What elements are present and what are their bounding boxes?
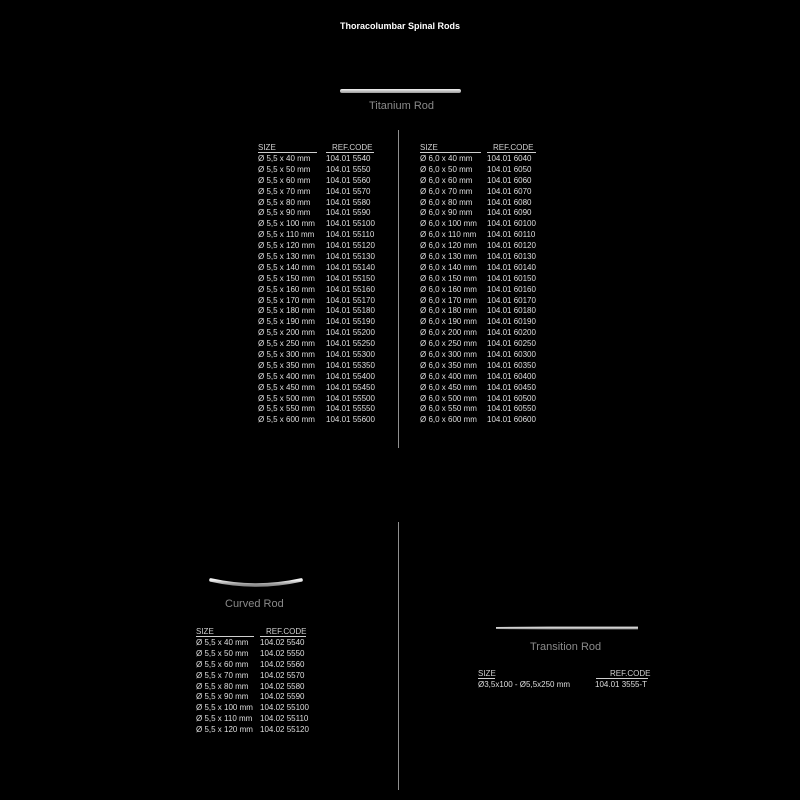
ref-header-underline — [487, 152, 536, 153]
ref-cell: 104.02 5590 — [260, 692, 305, 702]
table-row — [420, 208, 560, 219]
size-cell: Ø 6,0 x 40 mm — [420, 154, 473, 163]
table-header — [258, 143, 398, 154]
size-cell: Ø 5,5 x 190 mm — [258, 317, 315, 327]
size-cell: Ø 6,0 x 100 mm — [420, 219, 477, 229]
size-cell: Ø 5,5 x 140 mm — [258, 262, 315, 272]
table-row — [258, 198, 398, 209]
size-cell: Ø 6,0 x 150 mm — [420, 273, 477, 283]
size-header: SIZE — [478, 669, 496, 678]
size-cell: Ø 5,5 x 100 mm — [258, 219, 315, 229]
size-cell: Ø 6,0 x 140 mm — [420, 262, 477, 272]
table-row — [258, 219, 398, 230]
ref-cell: 104.01 55600 — [326, 415, 375, 425]
table-row — [258, 285, 398, 296]
ref-cell: 104.01 60160 — [487, 284, 536, 294]
table-row — [420, 154, 560, 165]
ref-cell: 104.02 5580 — [260, 681, 305, 691]
size-cell: Ø 5,5 x 550 mm — [258, 404, 315, 414]
ref-cell: 104.01 55130 — [326, 252, 375, 262]
table-row — [420, 296, 560, 307]
ref-cell: 104.01 55160 — [326, 284, 375, 294]
table-row — [258, 339, 398, 350]
size-cell: Ø 5,5 x 600 mm — [258, 415, 315, 425]
table-row — [258, 274, 398, 285]
size-cell: Ø 5,5 x 80 mm — [196, 681, 249, 691]
size-cell: Ø 5,5 x 250 mm — [258, 339, 315, 349]
size-cell: Ø 6,0 x 70 mm — [420, 186, 473, 196]
size-cell: Ø 5,5 x 400 mm — [258, 371, 315, 381]
table-row — [420, 274, 560, 285]
size-cell: Ø 6,0 x 190 mm — [420, 317, 477, 327]
size-cell: Ø 6,0 x 130 mm — [420, 252, 477, 262]
ref-cell: 104.01 60180 — [487, 306, 536, 316]
table-row — [258, 187, 398, 198]
table-header — [420, 143, 560, 154]
ref-header-underline — [326, 152, 374, 153]
size-cell: Ø 6,0 x 550 mm — [420, 404, 477, 414]
ref-cell: 104.01 60250 — [487, 339, 536, 349]
ref-cell: 104.01 55400 — [326, 371, 375, 381]
table-row — [420, 361, 560, 372]
table-row — [420, 285, 560, 296]
ref-cell: 104.01 3555-T — [595, 680, 648, 689]
titanium-rod-image — [340, 89, 461, 93]
ref-cell: 104.02 5570 — [260, 670, 305, 680]
table-row — [196, 682, 326, 693]
ref-cell: 104.01 60350 — [487, 360, 536, 370]
table-row — [258, 154, 398, 165]
table-row — [196, 660, 326, 671]
ref-cell: 104.01 60140 — [487, 262, 536, 272]
size-cell: Ø 5,5 x 200 mm — [258, 328, 315, 338]
size-cell: Ø 6,0 x 600 mm — [420, 415, 477, 425]
ref-cell: 104.01 6050 — [487, 164, 532, 174]
size-header-underline — [420, 152, 481, 153]
table-row — [420, 394, 560, 405]
size-cell: Ø 5,5 x 110 mm — [258, 230, 315, 240]
table-row — [258, 328, 398, 339]
size-cell: Ø 5,5 x 170 mm — [258, 295, 315, 305]
ref-cell: 104.01 6090 — [487, 208, 532, 218]
size-cell: Ø 5,5 x 120 mm — [258, 241, 315, 251]
table-row — [420, 165, 560, 176]
ref-cell: 104.02 55110 — [260, 714, 309, 724]
curved-rod-image — [208, 576, 304, 592]
ref-cell: 104.01 60190 — [487, 317, 536, 327]
ref-cell: 104.01 6060 — [487, 175, 532, 185]
table-row — [196, 725, 326, 736]
table-row — [196, 649, 326, 660]
ref-cell: 104.02 5560 — [260, 659, 305, 669]
size-cell: Ø 6,0 x 250 mm — [420, 339, 477, 349]
curved-table — [196, 627, 326, 736]
table-rows — [258, 154, 398, 426]
table-row — [258, 241, 398, 252]
table-row — [420, 198, 560, 209]
ref-cell: 104.01 5560 — [326, 175, 371, 185]
size-cell: Ø 6,0 x 180 mm — [420, 306, 477, 316]
transition-rod-label: Transition Rod — [530, 641, 602, 653]
size-header: SIZE — [196, 627, 214, 636]
table-row — [196, 638, 326, 649]
ref-cell: 104.01 55180 — [326, 306, 375, 316]
titanium-rod-label: Titanium Rod — [369, 100, 435, 112]
table-row — [196, 714, 326, 725]
table-row — [420, 187, 560, 198]
ref-cell: 104.01 55300 — [326, 350, 375, 360]
table-row — [258, 361, 398, 372]
size-cell: Ø 5,5 x 60 mm — [196, 659, 249, 669]
ref-cell: 104.01 60170 — [487, 295, 536, 305]
size-header-underline — [478, 678, 495, 679]
size-cell: Ø 5,5 x 300 mm — [258, 350, 315, 360]
size-cell: Ø 6,0 x 80 mm — [420, 197, 473, 207]
size-cell: Ø 6,0 x 120 mm — [420, 241, 477, 251]
table-row — [420, 306, 560, 317]
table-row — [258, 263, 398, 274]
ref-cell: 104.01 55200 — [326, 328, 375, 338]
ref-cell: 104.02 5550 — [260, 648, 305, 658]
ref-cell: 104.01 55450 — [326, 382, 375, 392]
table-row — [420, 252, 560, 263]
size-cell: Ø 5,5 x 160 mm — [258, 284, 315, 294]
table-row — [196, 692, 326, 703]
size-cell: Ø 5,5 x 120 mm — [196, 725, 253, 735]
table-row — [420, 339, 560, 350]
ref-cell: 104.02 5540 — [260, 638, 305, 647]
ref-header: REF.CODE — [332, 143, 373, 152]
ref-header-underline — [260, 636, 306, 637]
table-row — [420, 230, 560, 241]
ref-header-underline — [596, 678, 648, 679]
size-cell: Ø 5,5 x 40 mm — [196, 638, 249, 647]
ref-cell: 104.01 5540 — [326, 154, 371, 163]
table-row — [258, 383, 398, 394]
size-cell: Ø 5,5 x 80 mm — [258, 197, 311, 207]
table-rows — [196, 638, 326, 736]
ref-cell: 104.01 55350 — [326, 360, 375, 370]
size-cell: Ø 6,0 x 170 mm — [420, 295, 477, 305]
size-cell: Ø 6,0 x 50 mm — [420, 164, 473, 174]
table-row — [420, 263, 560, 274]
table-row — [420, 404, 560, 415]
size-header: SIZE — [258, 143, 276, 152]
ref-cell: 104.01 5550 — [326, 164, 371, 174]
ref-cell: 104.01 60200 — [487, 328, 536, 338]
ref-cell: 104.01 55120 — [326, 241, 375, 251]
ref-header: REF.CODE — [493, 143, 534, 152]
size-cell: Ø 5,5 x 100 mm — [196, 703, 253, 713]
table-row — [420, 176, 560, 187]
page-title: Thoracolumbar Spinal Rods — [339, 21, 460, 31]
table-row — [258, 165, 398, 176]
ref-cell: 104.01 6070 — [487, 186, 532, 196]
ref-cell: 104.01 60300 — [487, 350, 536, 360]
size-cell: Ø 6,0 x 200 mm — [420, 328, 477, 338]
table-row — [258, 394, 398, 405]
ref-cell: 104.01 60600 — [487, 415, 536, 425]
ref-cell: 104.01 55170 — [326, 295, 375, 305]
size-cell: Ø 5,5 x 70 mm — [258, 186, 311, 196]
size-cell: Ø 5,5 x 60 mm — [258, 175, 311, 185]
size-cell: Ø 5,5 x 50 mm — [196, 648, 249, 658]
table-row — [258, 415, 398, 426]
ref-cell: 104.01 60110 — [487, 230, 536, 240]
size-cell: Ø 5,5 x 150 mm — [258, 273, 315, 283]
table-row — [420, 241, 560, 252]
lower-divider — [398, 522, 399, 790]
size-cell: Ø 6,0 x 500 mm — [420, 393, 477, 403]
ref-cell: 104.01 60500 — [487, 393, 536, 403]
ref-header: REF.CODE — [610, 669, 651, 678]
size-cell: Ø 6,0 x 110 mm — [420, 230, 477, 240]
ref-cell: 104.01 60150 — [487, 273, 536, 283]
size-cell: Ø 6,0 x 60 mm — [420, 175, 473, 185]
table-row — [258, 372, 398, 383]
size-cell: Ø 5,5 x 70 mm — [196, 670, 249, 680]
table-rows — [420, 154, 560, 426]
size-cell: Ø 5,5 x 110 mm — [196, 714, 253, 724]
ref-cell: 104.01 60100 — [487, 219, 536, 229]
ref-cell: 104.01 60120 — [487, 241, 536, 251]
table-row — [258, 317, 398, 328]
ref-cell: 104.01 55190 — [326, 317, 375, 327]
size-cell: Ø 5,5 x 130 mm — [258, 252, 315, 262]
size-cell: Ø 5,5 x 180 mm — [258, 306, 315, 316]
size-cell: Ø3,5x100 - Ø5,5x250 mm — [478, 680, 571, 689]
ref-cell: 104.01 5570 — [326, 186, 371, 196]
table-row — [258, 404, 398, 415]
table-row — [196, 703, 326, 714]
table-row — [258, 306, 398, 317]
ref-cell: 104.01 6080 — [487, 197, 532, 207]
ref-cell: 104.01 5590 — [326, 208, 371, 218]
size-cell: Ø 5,5 x 50 mm — [258, 164, 311, 174]
table-row — [478, 680, 658, 691]
size-cell: Ø 6,0 x 300 mm — [420, 350, 477, 360]
ref-cell: 104.02 55120 — [260, 725, 309, 735]
size-cell: Ø 6,0 x 90 mm — [420, 208, 473, 218]
table-header — [478, 669, 658, 680]
table-row — [258, 350, 398, 361]
ref-cell: 104.01 6040 — [487, 154, 532, 163]
table-row — [258, 296, 398, 307]
transition-table — [478, 669, 658, 691]
ref-cell: 104.01 55150 — [326, 273, 375, 283]
size-cell: Ø 6,0 x 400 mm — [420, 371, 477, 381]
table-row — [258, 176, 398, 187]
size-cell: Ø 5,5 x 450 mm — [258, 382, 315, 392]
table-row — [258, 230, 398, 241]
transition-rod-image — [494, 624, 640, 632]
table-row — [258, 252, 398, 263]
ref-cell: 104.01 55550 — [326, 404, 375, 414]
size-cell: Ø 6,0 x 450 mm — [420, 382, 477, 392]
ref-cell: 104.01 60400 — [487, 371, 536, 381]
ref-cell: 104.01 55110 — [326, 230, 375, 240]
table-row — [258, 208, 398, 219]
ref-cell: 104.01 60130 — [487, 252, 536, 262]
size-header-underline — [258, 152, 317, 153]
ref-header: REF.CODE — [266, 627, 307, 636]
size-cell: Ø 6,0 x 350 mm — [420, 360, 477, 370]
ref-cell: 104.02 55100 — [260, 703, 309, 713]
table-row — [196, 671, 326, 682]
ref-cell: 104.01 55250 — [326, 339, 375, 349]
size-cell: Ø 5,5 x 90 mm — [196, 692, 249, 702]
size-cell: Ø 5,5 x 40 mm — [258, 154, 311, 163]
table-header — [196, 627, 326, 638]
size-cell: Ø 5,5 x 90 mm — [258, 208, 311, 218]
table-row — [420, 317, 560, 328]
size-cell: Ø 6,0 x 160 mm — [420, 284, 477, 294]
titanium-table-5-5 — [258, 143, 398, 426]
ref-cell: 104.01 55140 — [326, 262, 375, 272]
size-header: SIZE — [420, 143, 438, 152]
ref-cell: 104.01 55100 — [326, 219, 375, 229]
ref-cell: 104.01 55500 — [326, 393, 375, 403]
table-row — [420, 219, 560, 230]
curved-rod-label: Curved Rod — [225, 598, 284, 610]
size-header-underline — [196, 636, 254, 637]
ref-cell: 104.01 60450 — [487, 382, 536, 392]
ref-cell: 104.01 5580 — [326, 197, 371, 207]
table-row — [420, 372, 560, 383]
titanium-table-6-0 — [420, 143, 560, 426]
titanium-divider — [398, 130, 399, 448]
size-cell: Ø 5,5 x 500 mm — [258, 393, 315, 403]
size-cell: Ø 5,5 x 350 mm — [258, 360, 315, 370]
table-row — [420, 415, 560, 426]
table-row — [420, 350, 560, 361]
table-row — [420, 328, 560, 339]
ref-cell: 104.01 60550 — [487, 404, 536, 414]
table-row — [420, 383, 560, 394]
